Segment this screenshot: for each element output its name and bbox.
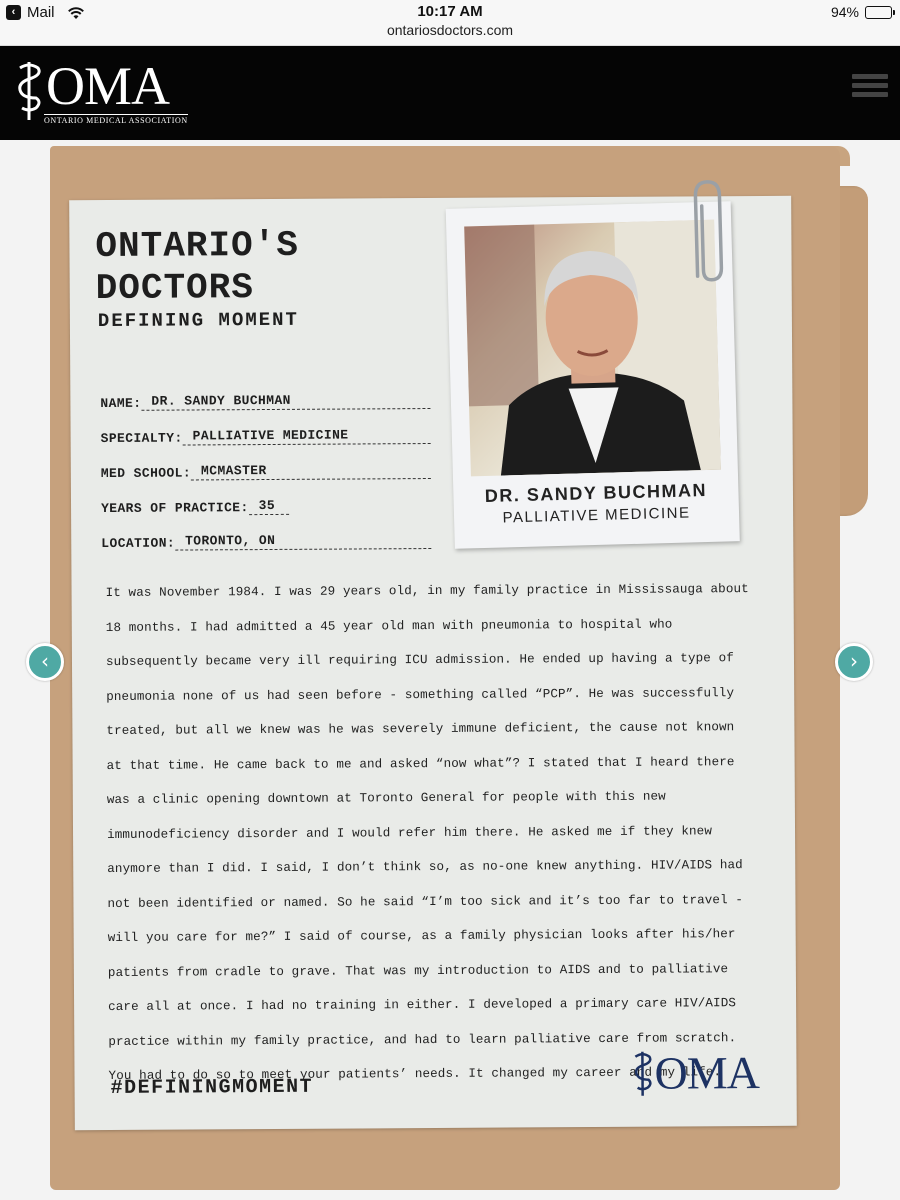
- title-line-1: ONTARIO'S: [95, 224, 300, 268]
- page-subtitle: DEFINING MOMENT: [97, 308, 299, 333]
- site-header: [0, 46, 900, 140]
- battery-percent: 94%: [830, 4, 859, 20]
- doctor-polaroid: [446, 201, 740, 549]
- battery-icon: [865, 6, 892, 19]
- next-button[interactable]: [835, 643, 873, 681]
- chevron-left-icon: ‹: [41, 649, 49, 673]
- field-label: NAME:: [100, 395, 142, 412]
- field-value: TORONTO, ON: [175, 532, 431, 551]
- menu-icon[interactable]: [852, 74, 888, 106]
- oma-subtitle: ONTARIO MEDICAL ASSOCIATION: [44, 116, 188, 125]
- folder-card: [50, 146, 866, 1196]
- url-bar[interactable]: ontariosdoctors.com: [386, 22, 514, 38]
- back-arrow-icon: ‹: [6, 5, 21, 20]
- field-label: LOCATION:: [101, 535, 176, 552]
- field-specialty: [100, 409, 430, 446]
- field-value: DR. SANDY BUCHMAN: [141, 392, 430, 411]
- back-app-label: Mail: [27, 4, 55, 21]
- doctor-photo: [464, 220, 721, 477]
- title-line-2: DOCTORS: [95, 267, 255, 310]
- previous-button[interactable]: [26, 643, 64, 681]
- page-title: [95, 225, 299, 310]
- photo-caption-name: DR. SANDY BUCHMAN: [484, 479, 708, 506]
- field-label: MED SCHOOL:: [100, 465, 192, 482]
- paperclip-icon: [685, 175, 728, 286]
- field-name: [100, 374, 430, 411]
- chevron-right-icon: ›: [850, 649, 858, 673]
- status-bar: [0, 0, 900, 46]
- field-location: [101, 514, 431, 551]
- field-label: YEARS OF PRACTICE:: [101, 500, 249, 517]
- oma-footer-logo: [630, 1046, 759, 1100]
- field-value: PALLIATIVE MEDICINE: [183, 427, 431, 446]
- battery-status: [831, 4, 892, 20]
- photo-caption-specialty: PALLIATIVE MEDICINE: [502, 504, 691, 527]
- field-med-school: [101, 444, 431, 481]
- profile-fields: [100, 374, 431, 551]
- oma-logo[interactable]: [12, 56, 188, 125]
- field-label: SPECIALTY:: [100, 430, 183, 447]
- caduceus-icon: [12, 60, 46, 122]
- profile-sheet: [69, 196, 797, 1130]
- clock: 10:17 AM: [417, 3, 483, 20]
- oma-footer-wordmark: OMA: [654, 1047, 760, 1099]
- story-text: It was November 1984. I was 29 years old, in my family practice in Mississauga about 18 months. I had admitted a 45 year old man with pneumonia to hospital who subsequently became very ill requiring ICU admission. He ended up having a type of pneumonia none of us had seen before - something called “PCP”. He was successfully treated, but all we knew was he was severely immune deficient, the cause not known at that time. He came back to me and asked “now what”? I stated that I heard there was a clinic opening downtown at Toronto General for people with this new immunodeficiency disorder and I would refer him there. He asked me if they knew anymore than I did. I said, I don’t think so, as no-one knew anything. HIV/AIDS had not been identified or named. So he said “I’m too sick and it’s too far to travel - will you care for me?” I said of course, as a family physician looks after his/her patients from cradle to grave. That was my introduction to AIDS and to palliative care all at once. I had no training in either. I developed a primary care HIV/AIDS practice within my family practice, and had to learn palliative care from scratch. You had to do so to meet your patients’ needs. It changed my career and my life.: [105, 582, 749, 1083]
- field-value: 35: [249, 498, 289, 515]
- caduceus-icon: [630, 1049, 654, 1097]
- hashtag[interactable]: #DEFININGMOMENT: [110, 1075, 314, 1100]
- oma-wordmark: OMA: [46, 56, 170, 116]
- field-value: MCMASTER: [191, 462, 431, 480]
- field-years-of-practice: [101, 479, 431, 516]
